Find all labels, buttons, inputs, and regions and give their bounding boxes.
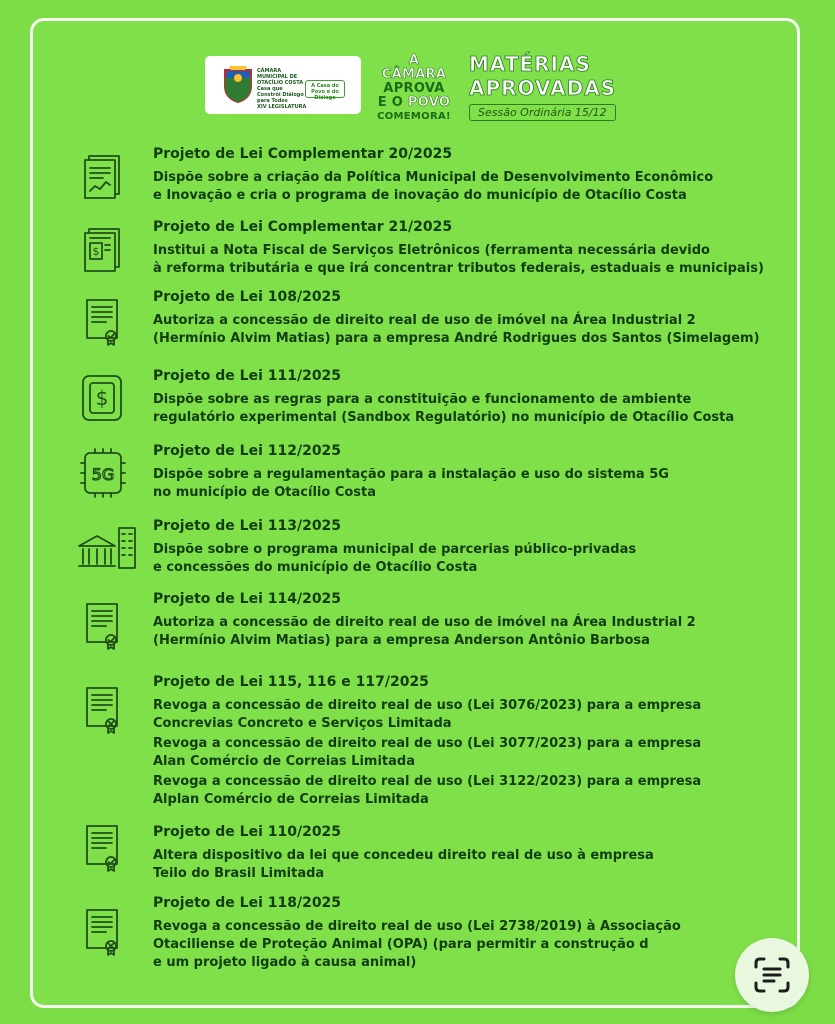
item-title: Projeto de Lei 108/2025 [153,289,342,305]
description-line: Revoga a concessão de direito real de uso (Lei 3076/2023) para a empresa [153,698,702,713]
description-line: regulatório experimental (Sandbox Regulatório) no município de Otacílio Costa [153,410,735,425]
item-title: Projeto de Lei 114/2025 [153,591,342,607]
description-line: Alan Comércio de Correias Limitada [153,754,415,769]
public-building-icon [72,518,142,578]
session-badge: Sessão Ordinária 15/12 [469,104,616,121]
item-description [153,242,793,278]
slogan-line: A CÂMARA [381,53,447,82]
slogan-word: E O [377,95,404,110]
svg-text:$: $ [92,245,100,258]
invoice-icon [73,219,133,279]
scan-text-button[interactable] [735,938,809,1012]
description-line: Dispõe sobre a regulamentação para a instalação e uso do sistema 5G [153,467,669,482]
description-line: Otaciliense de Proteção Animal (OPA) (para permitir a construção d [153,937,649,952]
description-line: Autoriza a concessão de direito real de uso de imóvel na Área Industrial 2 [153,313,696,328]
certificate-icon [73,818,133,878]
item-description [153,312,793,348]
slogan [375,54,453,124]
dollar-note-icon [73,368,133,428]
item-description [153,614,793,650]
item-title: Projeto de Lei 118/2025 [153,895,342,911]
certificate-icon [73,292,133,352]
title-line-2: APROVADAS [469,76,617,100]
item-description [153,169,793,205]
item-title: Projeto de Lei 110/2025 [153,824,342,840]
slogan-line [375,96,453,110]
slogan-line: APROVA [383,81,445,96]
description-line: (Hermínio Alvim Matias) para a empresa André Rodrigues dos Santos (Simelagem) [153,331,760,346]
item-title: Projeto de Lei Complementar 21/2025 [153,219,453,235]
slogan-line: COMEMORA! [377,111,451,122]
item-description [153,847,793,883]
page-title [469,52,639,121]
description-line: e um projeto ligado à causa animal) [153,955,417,970]
description-line: e Inovação e cria o programa de inovação do município de Otacílio Costa [153,188,687,203]
description-line: Revoga a concessão de direito real de uso (Lei 3077/2023) para a empresa [153,736,702,751]
description-line: Dispõe sobre as regras para a constituição e funcionamento de ambiente [153,392,692,407]
item-title: Projeto de Lei 112/2025 [153,443,342,459]
povo-badge: A Casa do Povo e do Diálogo [305,80,345,98]
description-line: Alplan Comércio de Correias Limitada [153,792,429,807]
description-line: Dispõe sobre o programa municipal de parcerias público-privadas [153,542,637,557]
legislature: XIV LEGISLATURA [257,104,307,110]
item-description [153,391,793,427]
description-line: Revoga a concessão de direito real de uso (Lei 3122/2023) para a empresa [153,774,702,789]
institution-text: CÂMARA MUNICIPAL DE OTACÍLIO COSTA [257,68,304,86]
revoked-certificate-icon [73,902,133,962]
item-title: Projeto de Lei 113/2025 [153,518,342,534]
institution-name [257,68,307,110]
slogan-word: POVO [407,95,451,110]
svg-text:5G: 5G [91,465,115,484]
description-line: (Hermínio Alvim Matias) para a empresa Anderson Antônio Barbosa [153,633,650,648]
item-description [153,541,793,577]
description-line: Autoriza a concessão de direito real de uso de imóvel na Área Industrial 2 [153,615,696,630]
title-line-1: MATÉRIAS [469,52,591,76]
description-line: à reforma tributária e que irá concentrar tributos federais, estaduais e municipais) [153,261,764,276]
item-title: Projeto de Lei 111/2025 [153,368,342,384]
description-line: Dispõe sobre a criação da Política Municipal de Desenvolvimento Econômico [153,170,714,185]
svg-text:$: $ [95,386,109,410]
institution-sub: Casa que Constrói Diálogo para Todos [257,86,304,104]
item-description [153,466,793,502]
item-title: Projeto de Lei Complementar 20/2025 [153,146,453,162]
crest-icon [221,64,255,104]
description-line: Revoga a concessão de direito real de uso (Lei 2738/2019) à Associação [153,919,681,934]
chamber-logo [205,56,361,114]
certificate-icon [73,596,133,656]
scan-text-icon [752,955,792,995]
item-description [153,918,793,972]
description-line: Concrevias Concreto e Serviços Limitada [153,716,452,731]
5g-chip-icon [73,443,133,503]
document-chart-icon [73,146,133,206]
description-line: Institui a Nota Fiscal de Serviços Eletrônicos (ferramenta necessária devido [153,243,710,258]
description-line: Teilo do Brasil Limitada [153,866,325,881]
description-line: no município de Otacílio Costa [153,485,377,500]
item-title: Projeto de Lei 115, 116 e 117/2025 [153,674,429,690]
revoked-certificate-icon [73,680,133,740]
header [205,52,645,132]
description-line: Altera dispositivo da lei que concedeu direito real de uso à empresa [153,848,654,863]
item-description [153,697,793,809]
description-line: e concessões do município de Otacílio Costa [153,560,478,575]
